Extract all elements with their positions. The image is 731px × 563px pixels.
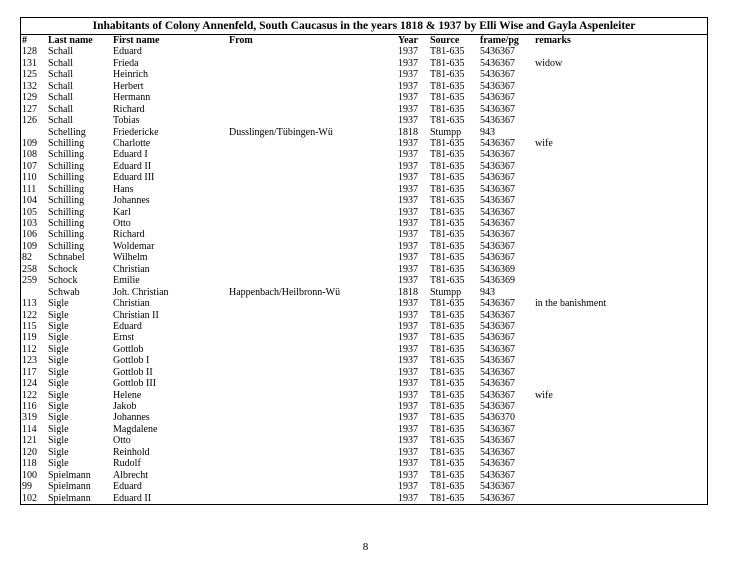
cell-first-name: Emilie [113,275,140,287]
cell-last-name: Sigle [48,309,69,321]
cell-first-name: Otto [113,218,131,229]
cell-index: 118 [22,458,37,470]
cell-last-name: Spielmann [48,481,91,493]
column-header-from: From [229,35,253,46]
cell-year: 1937 [398,57,418,69]
table-row [21,481,707,492]
cell-year: 1937 [398,378,418,390]
cell-frame-pg: 5436367 [480,115,515,127]
table-row [21,344,707,355]
cell-year: 1937 [398,69,418,81]
cell-source: T81-635 [430,469,465,481]
cell-first-name: Johannes [113,195,150,207]
cell-year: 1937 [398,469,418,481]
cell-year: 1937 [398,218,418,229]
cell-source: T81-635 [430,275,465,287]
cell-source: T81-635 [430,298,465,310]
cell-index: 99 [22,481,32,493]
cell-source: T81-635 [430,355,465,367]
cell-year: 1937 [398,229,418,241]
cell-index: 108 [22,149,37,161]
cell-frame-pg: 5436367 [480,218,515,229]
cell-last-name: Sigle [48,458,69,470]
table-row [21,458,707,469]
cell-year: 1937 [398,160,418,172]
cell-index: 113 [22,298,37,310]
cell-source: T81-635 [430,343,465,355]
cell-year: 1937 [398,240,418,252]
cell-frame-pg: 5436369 [480,275,515,287]
record-table-body [21,46,707,504]
table-row [21,424,707,435]
cell-year: 1937 [398,149,418,161]
cell-index: 127 [22,103,37,115]
cell-first-name: Wilhelm [113,252,148,264]
cell-first-name: Tobias [113,115,140,127]
cell-index: 126 [22,115,37,127]
cell-frame-pg: 5436367 [480,309,515,321]
cell-first-name: Gottlob I [113,355,150,367]
cell-year: 1937 [398,481,418,493]
record-sheet [20,17,708,505]
cell-source: T81-635 [430,401,465,412]
cell-index: 119 [22,332,37,344]
cell-year: 1937 [398,92,418,104]
cell-index: 124 [22,378,37,390]
cell-frame-pg: 5436367 [480,160,515,172]
cell-first-name: Charlotte [113,137,151,149]
cell-first-name: Karl [113,206,131,218]
cell-last-name: Schilling [48,218,85,229]
cell-first-name: Frieda [113,57,139,69]
cell-last-name: Schilling [48,137,85,149]
cell-year: 1937 [398,172,418,184]
table-row [21,493,707,504]
cell-first-name: Eduard [113,481,142,493]
cell-frame-pg: 5436367 [480,137,515,149]
cell-year: 1818 [398,126,418,138]
cell-year: 1937 [398,423,418,435]
cell-frame-pg: 5436369 [480,263,515,275]
cell-last-name: Schilling [48,229,85,241]
cell-source: T81-635 [430,320,465,332]
page-number: 8 [362,541,369,553]
cell-frame-pg: 5436367 [480,458,515,470]
cell-source: T81-635 [430,435,465,447]
column-header-year: Year [398,35,418,46]
table-row [21,310,707,321]
cell-source: T81-635 [430,412,465,424]
cell-index: 100 [22,469,37,481]
table-row [21,378,707,389]
table-row [21,355,707,366]
cell-last-name: Sigle [48,423,69,435]
cell-frame-pg: 5436367 [480,355,515,367]
cell-frame-pg: 5436370 [480,412,515,424]
cell-index: 125 [22,69,37,81]
cell-frame-pg: 5436367 [480,343,515,355]
table-row [21,321,707,332]
table-row [21,184,707,195]
cell-frame-pg: 5436367 [480,206,515,218]
cell-source: T81-635 [430,263,465,275]
cell-first-name: Herbert [113,80,144,92]
cell-index: 107 [22,160,37,172]
cell-index: 122 [22,389,37,401]
cell-year: 1937 [398,389,418,401]
cell-first-name: Eduard [113,46,142,58]
cell-last-name: Schilling [48,240,85,252]
cell-frame-pg: 5436367 [480,469,515,481]
cell-source: T81-635 [430,69,465,81]
cell-last-name: Sigle [48,412,69,424]
column-header-index: # [22,35,27,46]
cell-year: 1937 [398,355,418,367]
cell-first-name: Ernst [113,332,135,344]
cell-first-name: Eduard I [113,149,148,161]
cell-frame-pg: 5436367 [480,481,515,493]
cell-index: 319 [22,412,37,424]
cell-last-name: Schall [48,46,73,58]
table-row [21,172,707,183]
cell-source: Stumpp [430,286,462,298]
column-header-source: Source [430,35,460,46]
cell-year: 1937 [398,252,418,264]
cell-last-name: Schall [48,103,73,115]
table-row [21,332,707,343]
cell-last-name: Sigle [48,446,69,458]
cell-first-name: Eduard [113,320,142,332]
cell-first-name: Woldemar [113,240,155,252]
cell-first-name: Christian [113,298,150,310]
cell-year: 1937 [398,115,418,127]
cell-last-name: Schall [48,115,73,127]
cell-index: 117 [22,366,37,378]
cell-source: T81-635 [430,92,465,104]
cell-frame-pg: 5436367 [480,46,515,58]
cell-frame-pg: 5436367 [480,240,515,252]
cell-source: T81-635 [430,183,465,195]
cell-source: T81-635 [430,195,465,207]
cell-year: 1937 [398,458,418,470]
cell-index: 115 [22,320,37,332]
cell-index: 110 [22,172,37,184]
cell-last-name: Schwab [48,286,80,298]
cell-frame-pg: 5436367 [480,332,515,344]
cell-year: 1937 [398,137,418,149]
cell-last-name: Schall [48,80,73,92]
cell-first-name: Gottlob III [113,378,157,390]
cell-year: 1937 [398,309,418,321]
cell-first-name: Helene [113,389,142,401]
cell-year: 1818 [398,286,418,298]
cell-last-name: Sigle [48,343,69,355]
table-row [21,46,707,57]
table-row [21,81,707,92]
table-row [21,275,707,286]
cell-source: T81-635 [430,332,465,344]
cell-index: 258 [22,263,37,275]
cell-frame-pg: 5436367 [480,149,515,161]
cell-year: 1937 [398,492,418,504]
cell-first-name: Magdalene [113,423,158,435]
table-row [21,298,707,309]
cell-index: 120 [22,446,37,458]
cell-index: 105 [22,206,37,218]
cell-year: 1937 [398,206,418,218]
sheet-title: Inhabitants of Colony Annenfeld, South Caucasus in the years 1818 & 1937 by Elli Wise and Gayla Aspenleiter [21,18,707,35]
cell-first-name: Eduard II [113,160,152,172]
cell-year: 1937 [398,103,418,115]
cell-last-name: Sigle [48,320,69,332]
table-row [21,470,707,481]
cell-first-name: Gottlob [113,343,144,355]
cell-last-name: Schock [48,275,78,287]
table-row [21,252,707,263]
cell-frame-pg: 5436367 [480,378,515,390]
cell-last-name: Schnabel [48,252,85,264]
cell-year: 1937 [398,195,418,207]
cell-first-name: Christian II [113,309,159,321]
cell-last-name: Schock [48,263,78,275]
table-row [21,92,707,103]
cell-index: 123 [22,355,37,367]
cell-index: 131 [22,57,37,69]
cell-last-name: Schilling [48,172,85,184]
table-row [21,104,707,115]
cell-first-name: Richard [113,103,145,115]
column-header-first-name: First name [113,35,160,46]
cell-first-name: Albrecht [113,469,148,481]
cell-year: 1937 [398,80,418,92]
column-header-last-name: Last name [48,35,93,46]
table-row [21,229,707,240]
table-row [21,447,707,458]
cell-first-name: Heinrich [113,69,148,81]
table-row [21,138,707,149]
cell-source: T81-635 [430,172,465,184]
cell-source: T81-635 [430,57,465,69]
cell-last-name: Schall [48,69,73,81]
cell-year: 1937 [398,298,418,310]
cell-index: 109 [22,240,37,252]
cell-last-name: Spielmann [48,492,91,504]
cell-last-name: Sigle [48,298,69,310]
cell-index: 82 [22,252,32,264]
cell-frame-pg: 5436367 [480,252,515,264]
cell-frame-pg: 5436367 [480,92,515,104]
cell-source: T81-635 [430,80,465,92]
cell-frame-pg: 5436367 [480,435,515,447]
cell-frame-pg: 5436367 [480,320,515,332]
cell-source: T81-635 [430,46,465,58]
cell-first-name: Hans [113,183,134,195]
cell-year: 1937 [398,263,418,275]
cell-frame-pg: 5436367 [480,401,515,412]
cell-remarks: in the banishment [535,298,607,310]
cell-source: T81-635 [430,218,465,229]
cell-source: T81-635 [430,137,465,149]
table-row [21,161,707,172]
table-row [21,412,707,423]
cell-index: 122 [22,309,37,321]
cell-source: T81-635 [430,103,465,115]
cell-frame-pg: 5436367 [480,229,515,241]
cell-year: 1937 [398,183,418,195]
cell-first-name: Hermann [113,92,151,104]
cell-last-name: Schilling [48,183,85,195]
column-header-frame-pg: frame/pg [480,35,519,46]
cell-first-name: Eduard III [113,172,155,184]
cell-index: 109 [22,137,37,149]
cell-frame-pg: 5436367 [480,57,515,69]
cell-index: 121 [22,435,37,447]
cell-last-name: Sigle [48,366,69,378]
cell-source: T81-635 [430,378,465,390]
cell-first-name: Richard [113,229,145,241]
cell-frame-pg: 943 [480,286,495,298]
cell-frame-pg: 5436367 [480,172,515,184]
cell-source: T81-635 [430,458,465,470]
cell-source: T81-635 [430,252,465,264]
cell-source: T81-635 [430,423,465,435]
cell-frame-pg: 5436367 [480,446,515,458]
cell-first-name: Joh. Christian [113,286,169,298]
cell-source: T81-635 [430,160,465,172]
cell-year: 1937 [398,366,418,378]
cell-first-name: Rudolf [113,458,141,470]
cell-index: 114 [22,423,37,435]
cell-source: T81-635 [430,206,465,218]
cell-source: T81-635 [430,446,465,458]
cell-year: 1937 [398,435,418,447]
cell-remarks: wife [535,137,553,149]
cell-index: 103 [22,218,37,229]
cell-index: 104 [22,195,37,207]
cell-last-name: Schilling [48,206,85,218]
cell-frame-pg: 5436367 [480,298,515,310]
cell-first-name: Friedericke [113,126,159,138]
cell-index: 106 [22,229,37,241]
cell-last-name: Schall [48,57,73,69]
cell-last-name: Schelling [48,126,86,138]
cell-frame-pg: 5436367 [480,366,515,378]
table-row [21,149,707,160]
cell-remarks: widow [535,57,563,69]
cell-index: 112 [22,343,37,355]
cell-last-name: Sigle [48,355,69,367]
cell-first-name: Christian [113,263,150,275]
table-row [21,435,707,446]
cell-frame-pg: 5436367 [480,492,515,504]
cell-year: 1937 [398,275,418,287]
cell-remarks: wife [535,389,553,401]
cell-index: 132 [22,80,37,92]
cell-index: 111 [22,183,37,195]
cell-year: 1937 [398,446,418,458]
cell-first-name: Johannes [113,412,150,424]
table-row [21,241,707,252]
cell-last-name: Spielmann [48,469,91,481]
table-row [21,367,707,378]
cell-frame-pg: 943 [480,126,495,138]
cell-index: 116 [22,401,37,412]
table-row [21,287,707,298]
cell-last-name: Schilling [48,195,85,207]
cell-year: 1937 [398,412,418,424]
cell-source: T81-635 [430,389,465,401]
cell-index: 259 [22,275,37,287]
cell-year: 1937 [398,343,418,355]
table-row [21,264,707,275]
table-row [21,195,707,206]
cell-last-name: Schall [48,92,73,104]
cell-source: T81-635 [430,366,465,378]
cell-last-name: Sigle [48,389,69,401]
cell-source: T81-635 [430,115,465,127]
cell-frame-pg: 5436367 [480,80,515,92]
cell-frame-pg: 5436367 [480,423,515,435]
cell-last-name: Schilling [48,149,85,161]
table-row [21,58,707,69]
header-row [21,35,707,46]
cell-last-name: Sigle [48,435,69,447]
cell-first-name: Gottlob II [113,366,153,378]
cell-index: 129 [22,92,37,104]
cell-last-name: Schilling [48,160,85,172]
cell-source: T81-635 [430,229,465,241]
cell-frame-pg: 5436367 [480,195,515,207]
cell-frame-pg: 5436367 [480,103,515,115]
column-header-remarks: remarks [535,35,571,46]
cell-from: Happenbach/Heilbronn-Wü [229,286,341,298]
cell-year: 1937 [398,320,418,332]
cell-first-name: Reinhold [113,446,150,458]
cell-source: Stumpp [430,126,462,138]
cell-source: T81-635 [430,492,465,504]
table-row [21,69,707,80]
table-row [21,207,707,218]
table-row [21,127,707,138]
cell-source: T81-635 [430,309,465,321]
cell-last-name: Sigle [48,332,69,344]
cell-first-name: Eduard II [113,492,152,504]
cell-frame-pg: 5436367 [480,389,515,401]
cell-from: Dusslingen/Tübingen-Wü [229,126,333,138]
cell-year: 1937 [398,401,418,412]
cell-source: T81-635 [430,240,465,252]
cell-first-name: Otto [113,435,131,447]
cell-source: T81-635 [430,149,465,161]
cell-index: 102 [22,492,37,504]
cell-year: 1937 [398,46,418,58]
cell-last-name: Sigle [48,401,69,412]
cell-source: T81-635 [430,481,465,493]
table-row [21,218,707,229]
cell-frame-pg: 5436367 [480,183,515,195]
table-row [21,115,707,126]
table-row [21,401,707,412]
cell-index: 128 [22,46,37,58]
table-row [21,390,707,401]
cell-first-name: Jakob [113,401,137,412]
cell-frame-pg: 5436367 [480,69,515,81]
cell-year: 1937 [398,332,418,344]
cell-last-name: Sigle [48,378,69,390]
